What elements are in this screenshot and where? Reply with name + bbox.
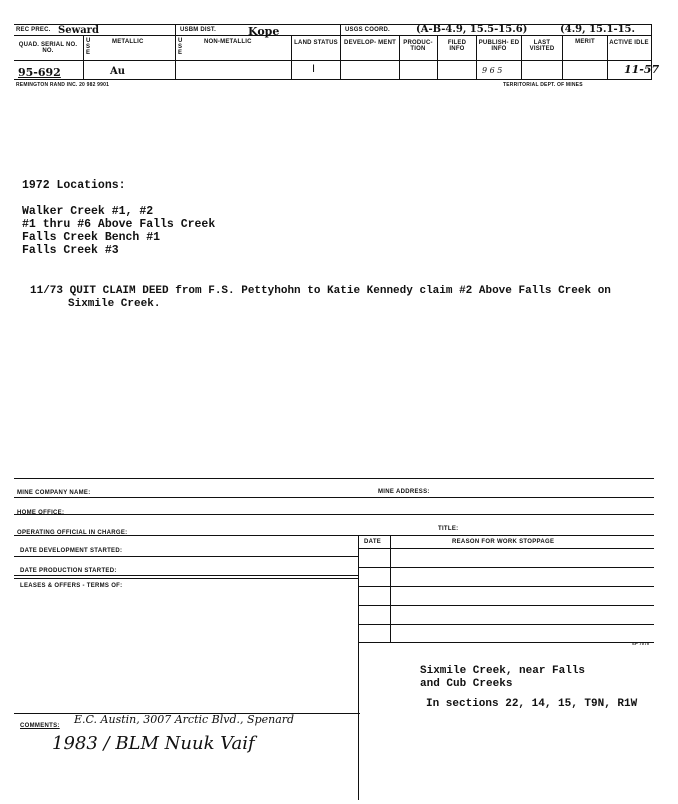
location-item: Falls Creek #3 xyxy=(22,244,119,257)
col-published-info: PUBLISH- ED INFO xyxy=(478,40,520,52)
usbm-dist-value: Kope xyxy=(248,25,280,38)
usbm-dist-label: USBM DIST. xyxy=(180,27,217,33)
reason-stoppage-label: REASON FOR WORK STOPPAGE xyxy=(452,539,555,545)
published-info-value: 9 6 5 xyxy=(482,66,503,75)
comments-value: E.C. Austin, 3007 Arctic Blvd., Spenard xyxy=(74,713,295,726)
form-code: SP 7070 xyxy=(632,641,650,646)
col-use-2: U S E xyxy=(178,38,183,56)
col-last-visited: LAST VISITED xyxy=(529,40,555,52)
usgs-coord-value: (A-B-4.9, 15.5-15.6) xyxy=(416,24,528,35)
col-filed-info: FILED INFO xyxy=(447,40,467,52)
col-production: PRODUC- TION xyxy=(403,40,433,52)
location-description-line-2: and Cub Creeks xyxy=(420,678,513,690)
location-item: Walker Creek #1, #2 xyxy=(22,205,154,218)
date-development-label: DATE DEVELOPMENT STARTED: xyxy=(20,548,123,554)
dept-imprint: TERRITORIAL DEPT. OF MINES xyxy=(503,82,583,88)
usgs-coord-label: USGS COORD. xyxy=(345,27,390,33)
active-idle-value: 11-57 xyxy=(624,63,660,76)
location-description-line-1: Sixmile Creek, near Falls xyxy=(420,665,586,677)
col-land-status: LAND STATUS xyxy=(294,40,338,46)
col-nonmetallic: NON-METALLIC xyxy=(204,39,252,45)
operating-official-label: OPERATING OFFICIAL IN CHARGE: xyxy=(17,530,128,536)
col-development: DEVELOP- MENT xyxy=(344,40,396,46)
col-use-1: U S E xyxy=(86,38,91,56)
col-active-idle: ACTIVE IDLE xyxy=(609,40,649,46)
home-office-label: HOME OFFICE: xyxy=(17,510,65,516)
metallic-value: Au xyxy=(110,66,126,77)
comments-label: COMMENTS: xyxy=(20,723,60,729)
mine-company-name-label: MINE COMPANY NAME: xyxy=(17,490,91,496)
title-label: TITLE: xyxy=(438,526,459,532)
date-column-label: DATE xyxy=(364,539,382,545)
col-merit: MERIT xyxy=(575,39,595,45)
handwritten-note: 1983 / BLM Nuuk Vaif xyxy=(52,733,255,754)
leases-offers-label: LEASES & OFFERS - TERMS OF: xyxy=(20,583,123,589)
date-production-label: DATE PRODUCTION STARTED: xyxy=(20,568,117,574)
printer-imprint: REMINGTON RAND INC. 20 982 9901 xyxy=(16,82,110,88)
land-status-value: I xyxy=(312,63,316,75)
location-description-line-3: In sections 22, 14, 15, T9N, R1W xyxy=(426,698,638,710)
rec-prec-value: Seward xyxy=(58,25,99,36)
deed-note-line-1: 11/73 QUIT CLAIM DEED from F.S. Pettyhohn to Katie Kennedy claim #2 Above Falls Creek on xyxy=(30,285,611,297)
quad-serial-value: 95-692 xyxy=(18,66,61,79)
locations-title: 1972 Locations: xyxy=(22,179,126,192)
location-item: #1 thru #6 Above Falls Creek xyxy=(22,218,216,231)
usgs-coord-value-2: (4.9, 15.1-15. xyxy=(560,24,635,35)
col-quad: QUAD. SERIAL NO. NO. xyxy=(18,42,78,54)
location-item: Falls Creek Bench #1 xyxy=(22,231,161,244)
col-metallic: METALLIC xyxy=(112,39,144,45)
mine-address-label: MINE ADDRESS: xyxy=(378,489,430,495)
deed-note-line-2: Sixmile Creek. xyxy=(68,298,161,310)
rec-prec-label: REC PREC. xyxy=(16,27,51,33)
